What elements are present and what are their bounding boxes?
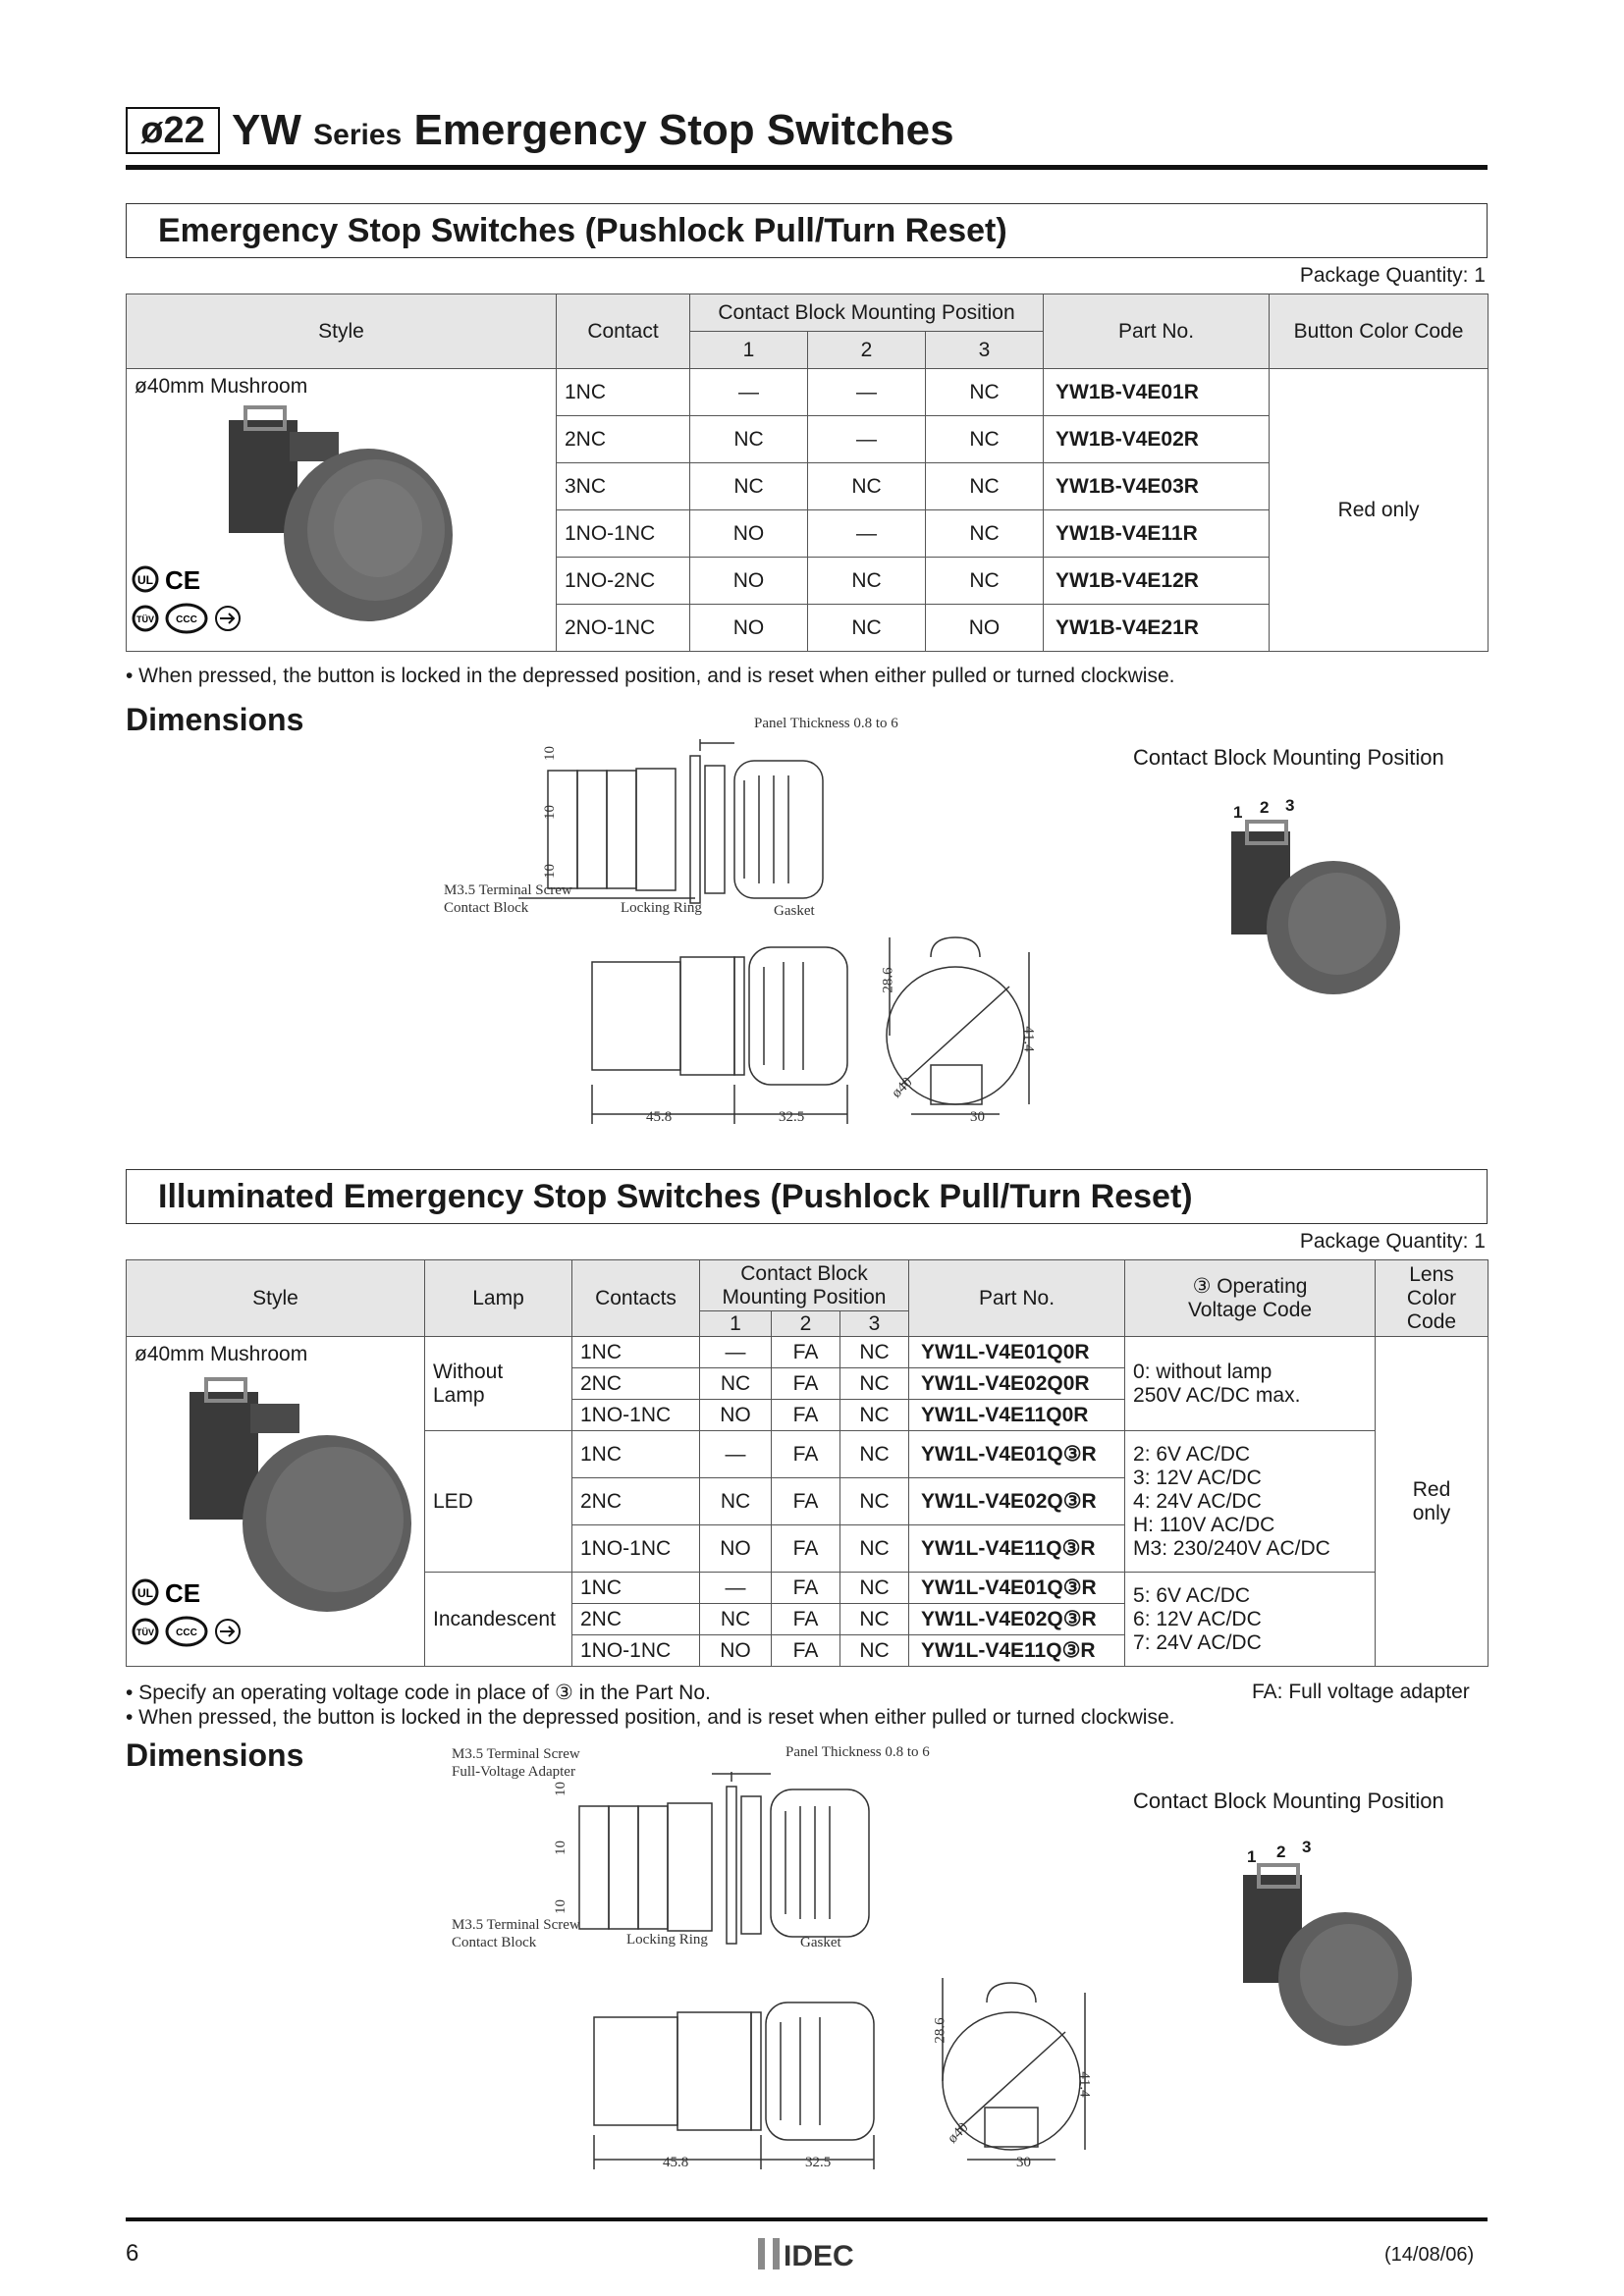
ce-mark: CE	[165, 1578, 201, 1608]
pos2-cell: FA	[772, 1478, 840, 1525]
section1-title: Emergency Stop Switches (Pushlock Pull/Turn Reset)	[126, 203, 1488, 258]
th-pos1: 1	[700, 1311, 772, 1337]
section1-cbmp-label: Contact Block Mounting Position	[1133, 745, 1444, 770]
part-no-cell: YW1B-V4E12R	[1044, 558, 1270, 605]
voltage-line: 250V AC/DC max.	[1133, 1383, 1301, 1407]
th-lamp: Lamp	[425, 1260, 572, 1337]
gasket-label: Gasket	[774, 903, 815, 919]
page-number: 6	[126, 2240, 139, 2267]
terminal-screw-label: M3.5 Terminal Screw	[452, 1917, 580, 1933]
th-style: Style	[127, 294, 557, 369]
part-no-cell: YW1B-V4E11R	[1044, 510, 1270, 558]
contact-block-label: Contact Block	[452, 1935, 537, 1950]
voltage-cell	[1125, 1431, 1376, 1573]
voltage-cell	[1125, 1573, 1376, 1667]
pos1-cell: NO	[690, 558, 808, 605]
th-lens-l3: Code	[1406, 1309, 1457, 1333]
pos3-cell: NC	[840, 1478, 909, 1525]
pitch-label: 10	[542, 746, 558, 761]
section1-dimension-drawing	[440, 712, 1078, 1134]
voltage-line: H: 110V AC/DC	[1133, 1513, 1275, 1536]
pos3-cell: NC	[926, 558, 1044, 605]
cbmp-photo-1	[1227, 820, 1404, 996]
terminal-screw-label: M3.5 Terminal Screw	[444, 882, 572, 898]
lamp-without-l2: Lamp	[433, 1383, 485, 1407]
color-code-cell: Red only	[1270, 369, 1489, 652]
panel-thickness-label: Panel Thickness 0.8 to 6	[754, 716, 898, 731]
th-voltage	[1125, 1260, 1376, 1337]
contact-cell: 1NO-1NC	[572, 1400, 700, 1431]
part-no-cell: YW1L-V4E11Q0R	[909, 1400, 1125, 1431]
cbmp-digit-2: 2	[1260, 798, 1270, 817]
pos2-cell: —	[808, 416, 926, 463]
pos1-cell: NO	[700, 1400, 772, 1431]
pos2-cell: FA	[772, 1635, 840, 1667]
pos3-cell: NC	[840, 1431, 909, 1478]
header-rule	[126, 165, 1488, 170]
contact-cell: 2NC	[572, 1368, 700, 1400]
section2-note2: • When pressed, the button is locked in the depressed position, and is reset when either pulled or turned clockwise.	[126, 1706, 1175, 1729]
lens-l1: Red	[1412, 1477, 1451, 1501]
cbmp-photo-2	[1239, 1863, 1416, 2050]
lamp-cell	[425, 1337, 572, 1431]
th-color-code: Button Color Code	[1270, 294, 1489, 369]
pos3-cell: NC	[840, 1604, 909, 1635]
part-no-cell: YW1L-V4E01Q0R	[909, 1337, 1125, 1368]
drawing-lines-2	[447, 1742, 1114, 2174]
pos2-cell: FA	[772, 1604, 840, 1635]
pos1-cell: —	[700, 1337, 772, 1368]
cbmp-digit-2: 2	[1276, 1842, 1286, 1861]
cbmp-digit-1: 1	[1233, 803, 1243, 822]
voltage-line: 5: 6V AC/DC	[1133, 1583, 1251, 1607]
lamp-cell: Incandescent	[425, 1573, 572, 1667]
pos2-cell: FA	[772, 1573, 840, 1604]
section1-dimensions-heading: Dimensions	[126, 702, 304, 737]
contact-cell: 1NC	[557, 369, 690, 416]
pos1-cell: —	[690, 369, 808, 416]
pos1-cell: NC	[700, 1604, 772, 1635]
th-cbmp-l1: Contact Block	[740, 1261, 868, 1285]
pos1-cell: NO	[700, 1525, 772, 1573]
tuv-mark: TÜV	[136, 1628, 154, 1637]
th-pos2: 2	[808, 332, 926, 369]
panel-thickness-label: Panel Thickness 0.8 to 6	[785, 1744, 930, 1760]
dim-b-label: 32.5	[779, 1109, 805, 1125]
pos1-cell: —	[700, 1573, 772, 1604]
part-no-cell: YW1L-V4E01Q③R	[909, 1431, 1125, 1478]
title-text: Emergency Stop Switches	[413, 106, 954, 154]
pos2-cell: FA	[772, 1368, 840, 1400]
part-no-cell: YW1B-V4E01R	[1044, 369, 1270, 416]
style-text: ø40mm Mushroom	[135, 1343, 308, 1365]
footer-rule	[126, 2217, 1488, 2221]
ccc-mark: CCC	[176, 614, 197, 625]
revision-date: (14/08/06)	[1384, 2244, 1475, 2266]
voltage-line: M3: 230/240V AC/DC	[1133, 1536, 1330, 1560]
part-no-cell: YW1B-V4E03R	[1044, 463, 1270, 510]
pos3-cell: NC	[926, 416, 1044, 463]
th-contact: Contact	[557, 294, 690, 369]
terminal-screw-top-label: M3.5 Terminal Screw	[452, 1746, 580, 1762]
th-lens-l1: Lens	[1409, 1262, 1454, 1286]
series-code: YW	[232, 106, 301, 154]
cbmp-digit-1: 1	[1247, 1847, 1257, 1866]
pos3-cell: NC	[840, 1635, 909, 1667]
section2-title: Illuminated Emergency Stop Switches (Pushlock Pull/Turn Reset)	[126, 1169, 1488, 1224]
contact-block-label: Contact Block	[444, 900, 529, 916]
section2-cbmp-label: Contact Block Mounting Position	[1133, 1789, 1444, 1813]
product-photo-1	[221, 402, 457, 623]
pitch-label: 10	[553, 1899, 568, 1914]
pos3-cell: NC	[840, 1337, 909, 1368]
contact-cell: 1NO-2NC	[557, 558, 690, 605]
pos1-cell: NO	[690, 510, 808, 558]
pos2-cell: NC	[808, 463, 926, 510]
style-text: ø40mm Mushroom	[135, 375, 308, 398]
lamp-without-l1: Without	[433, 1360, 504, 1383]
dim-e-label: ø40	[945, 2119, 972, 2147]
pos2-cell: —	[808, 510, 926, 558]
pos3-cell: NC	[840, 1400, 909, 1431]
part-no-cell: YW1B-V4E02R	[1044, 416, 1270, 463]
lens-l2: only	[1412, 1501, 1451, 1524]
contact-cell: 1NC	[572, 1431, 700, 1478]
locking-ring-label: Locking Ring	[621, 900, 702, 916]
cert-svg-2	[130, 1575, 247, 1653]
brand-text: IDEC	[784, 2240, 854, 2272]
th-pos2: 2	[772, 1311, 840, 1337]
gasket-label: Gasket	[800, 1935, 841, 1950]
pos2-cell: —	[808, 369, 926, 416]
dim-b-label: 32.5	[805, 2155, 832, 2170]
dim-d-label: 41.4	[1020, 1026, 1037, 1052]
pos3-cell: NC	[926, 510, 1044, 558]
lamp-cell: LED	[425, 1431, 572, 1573]
pos2-cell: NC	[808, 605, 926, 652]
part-no-cell: YW1L-V4E02Q③R	[909, 1478, 1125, 1525]
table-row	[127, 1337, 1489, 1368]
page-title	[232, 106, 954, 160]
th-cbmp-l2: Mounting Position	[722, 1285, 887, 1308]
contact-cell: 2NO-1NC	[557, 605, 690, 652]
th-pos3: 3	[840, 1311, 909, 1337]
cert-marks-1	[130, 561, 247, 640]
voltage-line: 0: without lamp	[1133, 1360, 1272, 1383]
th-style: Style	[127, 1260, 425, 1337]
pos1-cell: —	[700, 1431, 772, 1478]
voltage-line: 6: 12V AC/DC	[1133, 1607, 1262, 1630]
pos1-cell: NC	[700, 1478, 772, 1525]
part-no-cell: YW1L-V4E02Q0R	[909, 1368, 1125, 1400]
section2-package-qty: Package Quantity: 1	[1299, 1230, 1486, 1253]
full-voltage-adapter-label: Full-Voltage Adapter	[452, 1764, 575, 1780]
pos1-cell: NC	[690, 463, 808, 510]
dim-d-label: 41.4	[1076, 2071, 1093, 2098]
pitch-label: 10	[542, 805, 558, 820]
th-voltage-l1: ③ Operating	[1192, 1274, 1308, 1298]
part-no-cell: YW1L-V4E11Q③R	[909, 1635, 1125, 1667]
pos3-cell: NC	[926, 463, 1044, 510]
series-word: Series	[313, 119, 403, 151]
idec-logo-svg	[758, 2234, 886, 2273]
ul-mark: UL	[137, 573, 153, 587]
section1-note: • When pressed, the button is locked in the depressed position, and is reset when either pulled or turned clockwise.	[126, 665, 1175, 687]
th-pos3: 3	[926, 332, 1044, 369]
pos2-cell: FA	[772, 1525, 840, 1573]
dim-e-label: ø40	[889, 1074, 916, 1101]
contact-cell: 2NC	[572, 1478, 700, 1525]
part-no-cell: YW1L-V4E01Q③R	[909, 1573, 1125, 1604]
th-lens	[1376, 1260, 1489, 1337]
drawing-lines-1	[440, 712, 1078, 1134]
pos3-cell: NO	[926, 605, 1044, 652]
ce-mark: CE	[165, 565, 201, 595]
section2-dimension-drawing	[447, 1742, 1114, 2174]
th-pos1: 1	[690, 332, 808, 369]
pitch-label: 10	[553, 1782, 568, 1796]
th-voltage-l2: Voltage Code	[1187, 1298, 1313, 1321]
th-lens-l2: Color	[1406, 1286, 1457, 1309]
contact-cell: 1NC	[572, 1337, 700, 1368]
th-cbmp	[700, 1260, 909, 1311]
voltage-line: 7: 24V AC/DC	[1133, 1630, 1262, 1654]
part-no-cell: YW1L-V4E02Q③R	[909, 1604, 1125, 1635]
voltage-line: 3: 12V AC/DC	[1133, 1466, 1262, 1489]
pos3-cell: NC	[926, 369, 1044, 416]
tuv-mark: TÜV	[136, 614, 154, 624]
ul-mark: UL	[137, 1586, 153, 1600]
contact-cell: 1NO-1NC	[557, 510, 690, 558]
dim-c-label: 28.6	[880, 967, 896, 993]
part-no-cell: YW1L-V4E11Q③R	[909, 1525, 1125, 1573]
contact-cell: 1NC	[572, 1573, 700, 1604]
pos3-cell: NC	[840, 1525, 909, 1573]
pos3-cell: NC	[840, 1368, 909, 1400]
ccc-mark: CCC	[176, 1628, 197, 1638]
pos1-cell: NO	[690, 605, 808, 652]
cert-marks-2	[130, 1575, 247, 1653]
pos1-cell: NC	[700, 1368, 772, 1400]
pos1-cell: NC	[690, 416, 808, 463]
voltage-cell	[1125, 1337, 1376, 1431]
th-contacts: Contacts	[572, 1260, 700, 1337]
th-part-no: Part No.	[1044, 294, 1270, 369]
voltage-line: 2: 6V AC/DC	[1133, 1442, 1251, 1466]
cbmp-digit-3: 3	[1302, 1838, 1312, 1856]
dim-a-label: 45.8	[663, 2155, 689, 2170]
section1-package-qty: Package Quantity: 1	[1299, 264, 1486, 287]
pos2-cell: FA	[772, 1431, 840, 1478]
idec-logo	[758, 2234, 886, 2273]
pos2-cell: FA	[772, 1337, 840, 1368]
cbmp-digit-3: 3	[1285, 796, 1295, 815]
section2-note-fa: FA: Full voltage adapter	[1252, 1681, 1470, 1703]
contact-cell: 1NO-1NC	[572, 1635, 700, 1667]
pos3-cell: NC	[840, 1573, 909, 1604]
locking-ring-label: Locking Ring	[626, 1932, 708, 1948]
th-part-no: Part No.	[909, 1260, 1125, 1337]
cert-svg-1	[130, 561, 247, 640]
section2-note1: • Specify an operating voltage code in place of ③ in the Part No.	[126, 1682, 711, 1704]
contact-cell: 1NO-1NC	[572, 1525, 700, 1573]
contact-cell: 3NC	[557, 463, 690, 510]
th-cbmp: Contact Block Mounting Position	[690, 294, 1044, 332]
dim-c-label: 28.6	[932, 2017, 948, 2044]
pos1-cell: NO	[700, 1635, 772, 1667]
pitch-label: 10	[553, 1841, 568, 1855]
part-no-cell: YW1B-V4E21R	[1044, 605, 1270, 652]
dim-f-label: 30	[1016, 2155, 1031, 2170]
dim-a-label: 45.8	[646, 1109, 673, 1125]
pos2-cell: FA	[772, 1400, 840, 1431]
section2-dimensions-heading: Dimensions	[126, 1737, 304, 1773]
lens-cell	[1376, 1337, 1489, 1667]
dim-f-label: 30	[970, 1109, 985, 1125]
size-badge: ø22	[126, 107, 220, 154]
voltage-line: 4: 24V AC/DC	[1133, 1489, 1262, 1513]
contact-cell: 2NC	[572, 1604, 700, 1635]
pos2-cell: NC	[808, 558, 926, 605]
pitch-label: 10	[542, 864, 558, 879]
contact-cell: 2NC	[557, 416, 690, 463]
